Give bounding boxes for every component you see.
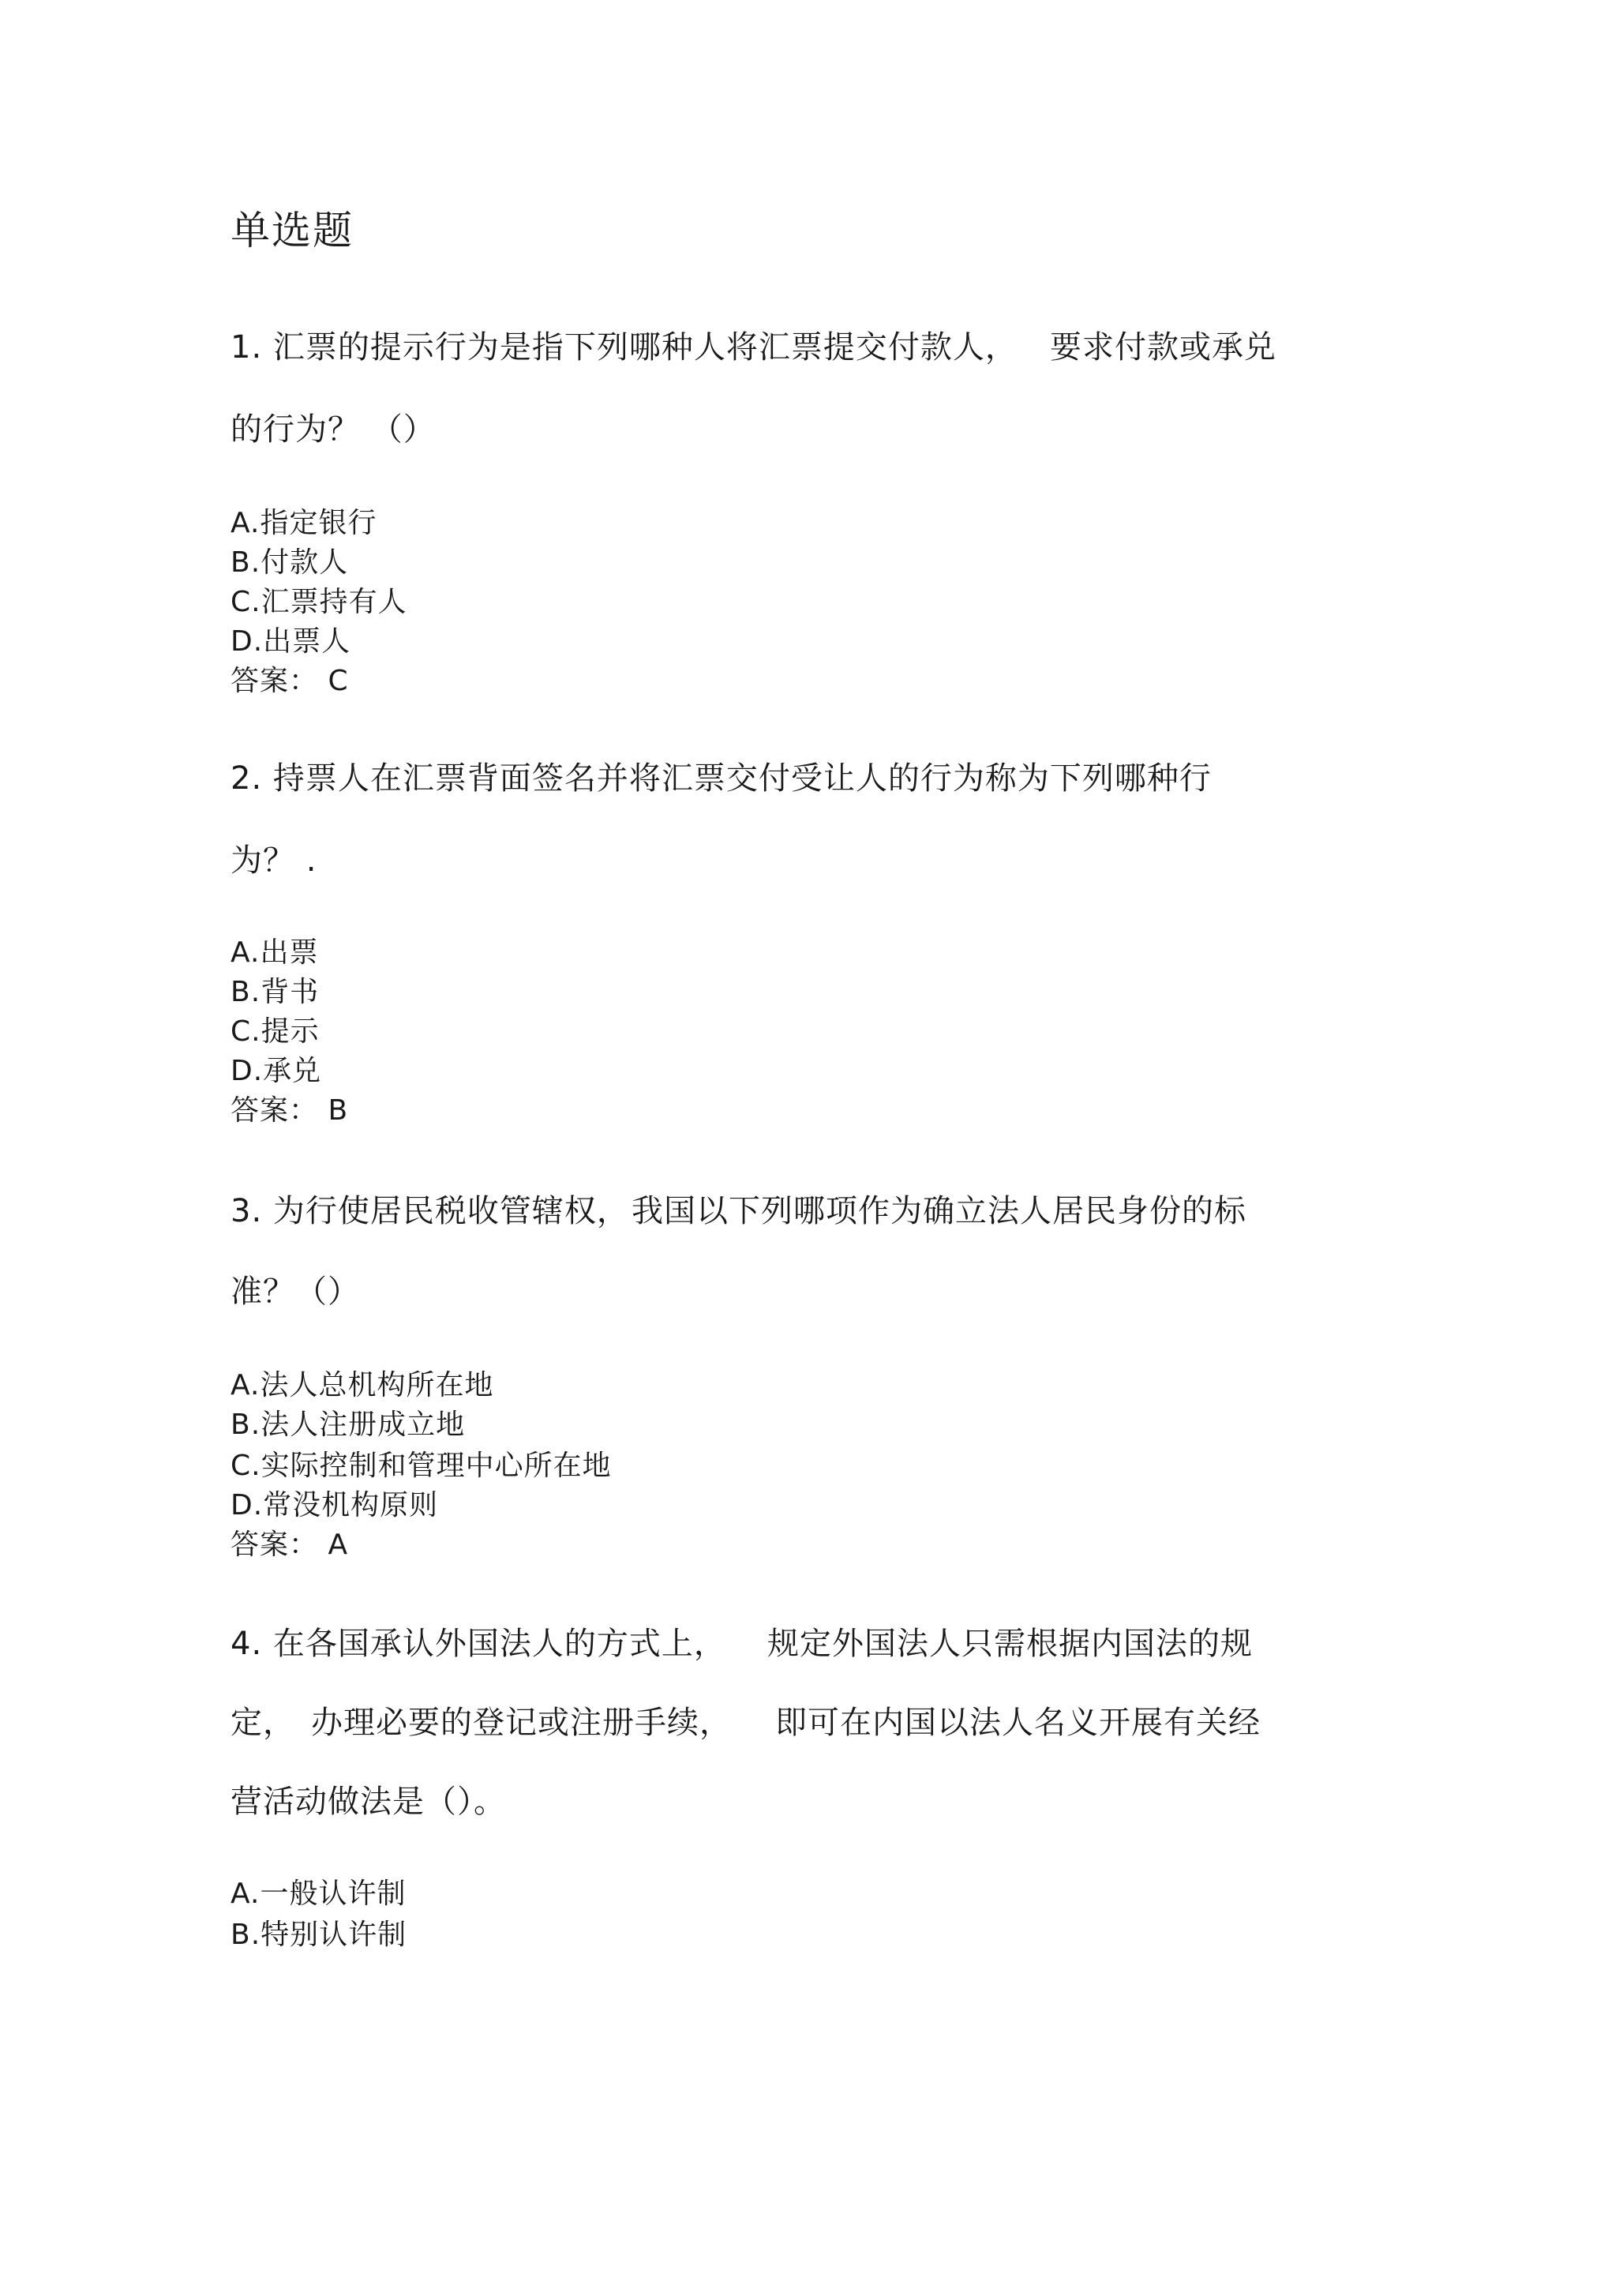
q1-stem-line-2: 的行为？ （）	[231, 411, 436, 448]
q1-option-a: A.指定银行	[231, 507, 377, 539]
q3-option-d: D.常没机构原则	[231, 1489, 439, 1521]
q4-stem-line-2b: 办理必要的登记或注册手续，	[311, 1705, 732, 1741]
q1-option-b: B.付款人	[231, 546, 349, 579]
q4-option-b: B.特别认许制	[231, 1919, 407, 1951]
q3-option-c: C.实际控制和管理中心所在地	[231, 1450, 612, 1482]
q1-option-c: C.汇票持有人	[231, 586, 407, 618]
q2-stem-line-1: 2. 持票人在汇票背面签名并将汇票交付受让人的行为称为下列哪种行	[231, 760, 1212, 797]
q4-stem-line-2c: 即可在内国以法人名义开展有关经	[775, 1705, 1261, 1741]
q3-option-a: A.法人总机构所在地	[231, 1369, 494, 1401]
q3-stem-line-2: 准？（）	[231, 1274, 360, 1310]
q1-answer: 答案： C	[231, 665, 349, 697]
q1-stem-line-1a: 1. 汇票的提示行为是指下列哪种人将汇票提交付款人，	[231, 329, 1018, 366]
q2-stem-line-2: 为？ .	[231, 842, 317, 879]
q2-answer: 答案： B	[231, 1094, 349, 1127]
q4-stem-line-3: 营活动做法是（）。	[231, 1784, 506, 1820]
q2-option-a: A.出票	[231, 936, 319, 969]
q3-stem-line-1a: 3. 为行使居民税收管辖权，	[231, 1193, 629, 1229]
q4-stem-line-1b: 规定外国法人只需根据内国法的规	[767, 1626, 1253, 1662]
q3-option-b: B.法人注册成立地	[231, 1409, 466, 1441]
q4-stem-line-1a: 4. 在各国承认外国法人的方式上，	[231, 1626, 726, 1662]
q4-option-a: A.一般认许制	[231, 1878, 407, 1910]
q1-stem-line-1b: 要求付款或承兑	[1050, 329, 1276, 366]
q2-option-b: B.背书	[231, 976, 320, 1008]
q3-stem-line-1b: 我国以下列哪项作为确立法人居民身份的标	[632, 1193, 1246, 1229]
q2-option-d: D.承兑	[231, 1055, 322, 1087]
section-title: 单选题	[231, 208, 354, 253]
q4-stem-line-2a: 定，	[231, 1705, 295, 1741]
q2-option-c: C.提示	[231, 1015, 320, 1048]
q3-answer: 答案： A	[231, 1529, 349, 1561]
q1-option-d: D.出票人	[231, 625, 351, 658]
